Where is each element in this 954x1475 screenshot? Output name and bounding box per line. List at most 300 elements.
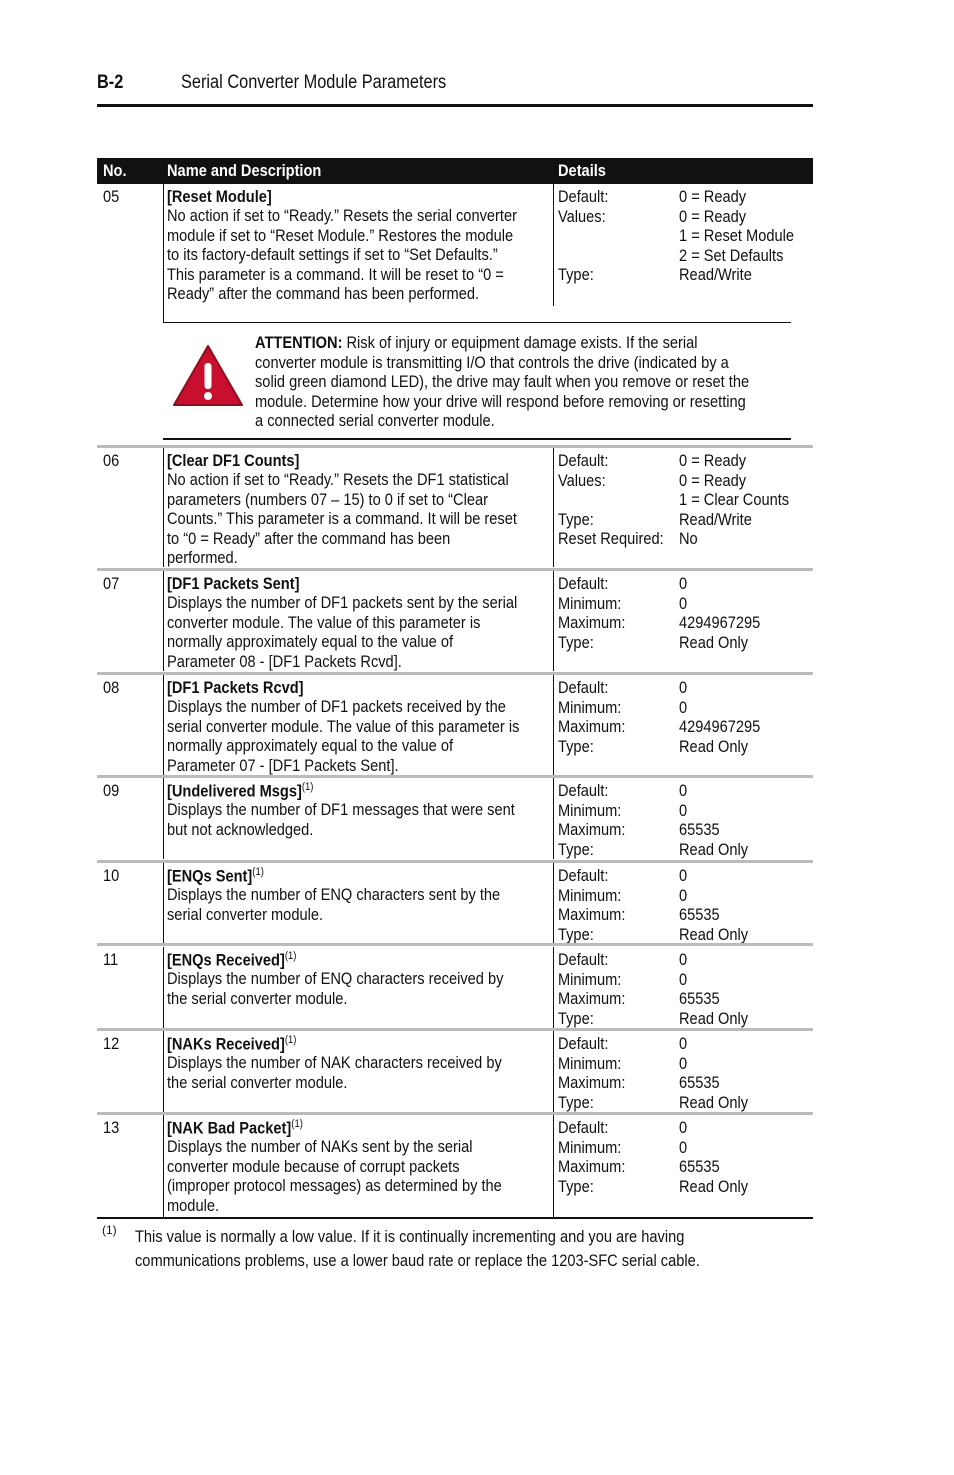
footnote-line xyxy=(135,1249,792,1273)
parameter-name-text: [NAKs Received] xyxy=(167,1034,285,1054)
detail-label xyxy=(558,574,636,594)
footnote-text xyxy=(135,1225,792,1273)
attention-text-span: solid green diamond LED), the drive may fault when you remove or reset the xyxy=(255,372,750,391)
parameter-number: 05 xyxy=(103,187,120,206)
detail-label-text: Maximum: xyxy=(558,1073,626,1092)
detail-value-text: 65535 xyxy=(679,1073,720,1092)
parameter-description xyxy=(167,206,574,304)
detail-value xyxy=(679,529,807,549)
description-line xyxy=(167,756,577,776)
footnote-ref: (1) xyxy=(301,781,314,793)
description-text: Parameter 08 - [DF1 Packets Rcvd]. xyxy=(167,651,402,671)
detail-value-text: 65535 xyxy=(679,989,720,1008)
warning-triangle-icon xyxy=(171,343,245,409)
detail-value-text: No xyxy=(679,529,698,548)
detail-label xyxy=(558,1054,636,1074)
detail-value xyxy=(679,265,813,285)
description-line xyxy=(167,613,574,633)
attention-line-text xyxy=(255,372,749,392)
detail-label-text: Values: xyxy=(558,470,606,490)
detail-value xyxy=(679,207,813,227)
header-no: No. xyxy=(103,161,127,180)
description-text: to its factory-default settings if set to “Set Defaults.” xyxy=(167,245,498,264)
table-row xyxy=(97,184,813,323)
detail-value xyxy=(679,1093,759,1113)
description-line xyxy=(167,989,558,1009)
attention-line-text xyxy=(255,392,746,412)
detail-value-text: 0 xyxy=(679,1118,688,1137)
detail-value xyxy=(679,886,759,906)
parameter-description xyxy=(167,1137,556,1215)
detail-label xyxy=(558,1118,636,1138)
detail-label-text: Type: xyxy=(558,1176,594,1196)
footnote-line xyxy=(135,1225,792,1249)
detail-label-text: Default: xyxy=(558,781,609,800)
page-title: Serial Converter Module Parameters xyxy=(181,72,447,93)
detail-label-text: Default: xyxy=(558,950,609,969)
detail-label-text: Minimum: xyxy=(558,1053,622,1073)
parameter-name xyxy=(167,1034,296,1055)
parameter-name xyxy=(167,574,299,594)
row-separator xyxy=(97,568,813,571)
column-divider xyxy=(163,778,164,859)
detail-value xyxy=(679,187,813,207)
row-separator xyxy=(97,860,813,863)
parameter-name-text: [NAK Bad Packet] xyxy=(167,1118,292,1138)
description-line xyxy=(167,652,574,672)
detail-label-text: Minimum: xyxy=(558,800,622,820)
footnote-ref: (1) xyxy=(252,866,264,878)
detail-value xyxy=(679,1118,759,1138)
description-line xyxy=(167,529,574,549)
attention-line xyxy=(255,372,830,392)
detail-value-text: 0 xyxy=(679,950,688,969)
detail-label xyxy=(558,207,617,227)
attention-text-span: a connected serial converter module. xyxy=(255,411,495,430)
detail-label xyxy=(558,490,681,510)
detail-value-text: Read Only xyxy=(679,736,749,756)
description-text: to “0 = Ready” after the command has been xyxy=(167,528,451,548)
detail-value-text: 0 xyxy=(679,885,688,905)
detail-value xyxy=(679,678,774,698)
description-line xyxy=(167,206,574,226)
detail-value-text: 0 xyxy=(679,593,688,613)
detail-values xyxy=(679,451,807,549)
detail-value-text: 0 xyxy=(679,866,688,885)
parameter-name xyxy=(167,950,296,971)
parameter-description xyxy=(167,697,577,775)
attention-line-text xyxy=(255,411,495,431)
description-text: No action if set to “Ready.” Resets the serial converter xyxy=(167,206,517,225)
detail-value xyxy=(679,820,759,840)
detail-value xyxy=(679,613,774,633)
detail-value-text: Read Only xyxy=(679,1176,749,1196)
description-text: converter module. The value of this parameter is xyxy=(167,612,481,632)
detail-value-text: 0 = Ready xyxy=(679,206,747,226)
detail-label-text: Maximum: xyxy=(558,717,626,736)
parameter-name-text: [DF1 Packets Sent] xyxy=(167,574,300,593)
footnote-line-text: This value is normally a low value. If it is continually incrementing and you are having xyxy=(135,1227,685,1246)
detail-label-text: Default: xyxy=(558,574,609,593)
description-text: the serial converter module. xyxy=(167,1072,348,1092)
parameter-name xyxy=(167,1118,303,1139)
row-separator xyxy=(97,943,813,946)
detail-value xyxy=(679,1009,759,1029)
description-line xyxy=(167,226,574,246)
detail-value-text: 65535 xyxy=(679,820,720,839)
detail-values xyxy=(679,187,813,285)
detail-label xyxy=(558,678,636,698)
detail-value-text: 0 xyxy=(679,1053,688,1073)
detail-value xyxy=(679,451,807,471)
table-bottom-rule xyxy=(97,1217,813,1219)
parameter-number: 07 xyxy=(103,574,120,593)
detail-label xyxy=(558,1093,636,1113)
description-line xyxy=(167,265,574,285)
detail-value-text: Read Only xyxy=(679,632,749,652)
page-header xyxy=(97,70,813,107)
detail-label-text: Maximum: xyxy=(558,613,626,632)
detail-label xyxy=(558,801,636,821)
detail-labels xyxy=(558,1034,636,1112)
description-line xyxy=(167,245,574,265)
detail-labels xyxy=(558,574,636,652)
footnote-ref: (1) xyxy=(291,1118,303,1130)
detail-label-text: Maximum: xyxy=(558,905,626,924)
description-text: performed. xyxy=(167,548,238,567)
row-separator xyxy=(97,672,813,675)
description-text: module. xyxy=(167,1195,220,1215)
detail-label-text: Default: xyxy=(558,451,609,470)
parameter-number: 13 xyxy=(103,1118,120,1137)
detail-value-text: 0 xyxy=(679,678,688,697)
detail-label xyxy=(558,1034,636,1054)
description-text: module if set to “Reset Module.” Restores the module xyxy=(167,225,514,245)
detail-label-text: Type: xyxy=(558,265,594,284)
description-line xyxy=(167,490,574,510)
detail-label xyxy=(558,529,681,549)
detail-label xyxy=(558,1157,636,1177)
detail-label xyxy=(558,970,636,990)
detail-value-text: Read Only xyxy=(679,924,749,944)
detail-label-text: Minimum: xyxy=(558,885,622,905)
parameter-description xyxy=(167,593,574,671)
detail-label xyxy=(558,613,636,633)
description-line xyxy=(167,905,554,925)
detail-label xyxy=(558,1177,636,1197)
detail-label-text: Type: xyxy=(558,839,594,859)
detail-value-text: 0 = Ready xyxy=(679,470,747,490)
row-separator xyxy=(97,1028,813,1031)
table-header xyxy=(97,158,813,184)
description-text: serial converter module. xyxy=(167,904,324,924)
description-text: No action if set to “Ready.” Resets the DF1 statistical xyxy=(167,470,509,489)
detail-label xyxy=(558,737,636,757)
parameter-name-text: [DF1 Packets Rcvd] xyxy=(167,678,304,697)
table-row xyxy=(97,1031,813,1112)
parameter-description xyxy=(167,969,558,1008)
parameter-name-text: [ENQs Received] xyxy=(167,950,285,970)
detail-values xyxy=(679,950,759,1028)
detail-values xyxy=(679,1034,759,1112)
attention-line-text xyxy=(255,353,729,373)
table-row xyxy=(97,1115,813,1217)
detail-labels xyxy=(558,451,681,549)
header-details: Details xyxy=(558,161,606,180)
detail-label xyxy=(558,471,681,491)
parameter-name xyxy=(167,781,313,802)
footnote-mark: (1) xyxy=(102,1223,117,1237)
detail-labels xyxy=(558,950,636,1028)
parameter-description xyxy=(167,800,571,839)
detail-label xyxy=(558,226,617,246)
description-line xyxy=(167,284,574,304)
description-line xyxy=(167,717,577,737)
detail-label-text: Minimum: xyxy=(558,1137,622,1157)
detail-label xyxy=(558,1073,636,1093)
detail-value xyxy=(679,698,774,718)
description-text: Ready” after the command has been performed. xyxy=(167,284,480,303)
table-row xyxy=(97,778,813,859)
detail-value-text: 65535 xyxy=(679,1157,720,1176)
table-row xyxy=(97,947,813,1028)
row-separator xyxy=(97,775,813,778)
table-row xyxy=(97,571,813,671)
description-text: the serial converter module. xyxy=(167,988,348,1008)
detail-value xyxy=(679,574,774,594)
detail-labels xyxy=(558,187,617,285)
detail-values xyxy=(679,678,774,756)
parameter-number: 12 xyxy=(103,1034,120,1053)
description-line xyxy=(167,800,571,820)
detail-label-text: Default: xyxy=(558,866,609,885)
parameter-name xyxy=(167,678,304,698)
table-row xyxy=(97,675,813,775)
description-line xyxy=(167,1137,556,1157)
detail-label xyxy=(558,820,636,840)
parameter-number: 06 xyxy=(103,451,120,470)
detail-label-text: Values: xyxy=(558,206,606,226)
description-text: Displays the number of NAKs sent by the serial xyxy=(167,1137,473,1156)
column-divider xyxy=(163,184,164,323)
description-text: but not acknowledged. xyxy=(167,819,314,839)
detail-value xyxy=(679,866,759,886)
detail-label xyxy=(558,1009,636,1029)
attention-line-text xyxy=(255,333,698,353)
table-row xyxy=(97,863,813,944)
detail-value xyxy=(679,510,807,530)
detail-value-text: 1 = Reset Module xyxy=(679,226,794,245)
detail-label-text: Default: xyxy=(558,678,609,697)
column-divider xyxy=(163,448,164,567)
description-line xyxy=(167,470,574,490)
row-separator xyxy=(97,1112,813,1115)
detail-label-text: Type: xyxy=(558,924,594,944)
description-text: Parameter 07 - [DF1 Packets Sent]. xyxy=(167,755,399,775)
parameter-name xyxy=(167,451,299,471)
detail-label xyxy=(558,840,636,860)
detail-label xyxy=(558,989,636,1009)
detail-label xyxy=(558,866,636,886)
description-line xyxy=(167,632,574,652)
detail-label xyxy=(558,594,636,614)
description-line xyxy=(167,509,574,529)
description-text: normally approximately equal to the value of xyxy=(167,736,454,755)
row-separator xyxy=(97,445,813,448)
detail-value xyxy=(679,1073,759,1093)
detail-label-text: Type: xyxy=(558,632,594,652)
attention-line xyxy=(255,392,830,412)
detail-label xyxy=(558,905,636,925)
attention-text xyxy=(255,333,830,431)
description-text: Displays the number of NAK characters received by xyxy=(167,1053,502,1072)
detail-value-text: 2 = Set Defaults xyxy=(679,245,784,265)
description-text: (improper protocol messages) as determined by the xyxy=(167,1176,502,1195)
detail-value-text: 0 xyxy=(679,697,688,717)
description-text: Displays the number of ENQ characters received by xyxy=(167,969,504,988)
detail-label xyxy=(558,698,636,718)
detail-value xyxy=(679,840,759,860)
detail-label-text: Minimum: xyxy=(558,593,622,613)
detail-value xyxy=(679,970,759,990)
detail-values xyxy=(679,1118,759,1196)
description-text: serial converter module. The value of this parameter is xyxy=(167,716,520,736)
attention-line xyxy=(255,353,830,373)
detail-value-text: Read Only xyxy=(679,839,749,859)
column-divider xyxy=(163,1115,164,1217)
detail-label-text: Minimum: xyxy=(558,697,622,717)
description-text: parameters (numbers 07 – 15) to 0 if set to “Clear xyxy=(167,489,488,509)
footnote-line-text: communications problems, use a lower baud rate or replace the 1203-SFC serial cable. xyxy=(135,1251,700,1270)
parameter-description xyxy=(167,1053,556,1092)
detail-values xyxy=(679,866,759,944)
parameter-name-text: [Clear DF1 Counts] xyxy=(167,451,300,470)
attention-line xyxy=(255,411,830,431)
detail-label xyxy=(558,925,636,945)
detail-value-text: Read/Write xyxy=(679,265,752,284)
detail-value-text: 0 = Ready xyxy=(679,187,747,206)
detail-value-text: 0 xyxy=(679,574,688,593)
detail-label xyxy=(558,1138,636,1158)
description-text: Displays the number of DF1 messages that were sent xyxy=(167,800,515,819)
detail-label-text: Type: xyxy=(558,1092,594,1112)
attention-line xyxy=(255,333,830,353)
description-line xyxy=(167,885,554,905)
description-text: Counts.” This parameter is a command. It will be reset xyxy=(167,509,517,528)
footnote-ref: (1) xyxy=(284,1034,297,1046)
description-line xyxy=(167,1073,556,1093)
detail-value xyxy=(679,633,774,653)
detail-value xyxy=(679,1177,759,1197)
detail-labels xyxy=(558,866,636,944)
parameter-number: 10 xyxy=(103,866,120,885)
footnote-ref: (1) xyxy=(284,950,297,962)
parameter-description xyxy=(167,885,554,924)
attention-label: ATTENTION: xyxy=(255,333,343,352)
detail-label xyxy=(558,510,681,530)
detail-value xyxy=(679,226,813,246)
detail-value xyxy=(679,737,774,757)
attention-box xyxy=(163,322,791,440)
detail-label-text: Maximum: xyxy=(558,989,626,1008)
table-row xyxy=(97,448,813,567)
detail-labels xyxy=(558,781,636,859)
detail-value-text: 65535 xyxy=(679,905,720,924)
detail-label-text: Type: xyxy=(558,1008,594,1028)
detail-value xyxy=(679,1157,759,1177)
detail-label xyxy=(558,451,681,471)
detail-label xyxy=(558,717,636,737)
column-divider xyxy=(163,863,164,944)
detail-label-text: Maximum: xyxy=(558,1157,626,1176)
detail-label-text: Default: xyxy=(558,1034,609,1053)
detail-label-text: Minimum: xyxy=(558,969,622,989)
detail-value-text: 0 xyxy=(679,969,688,989)
detail-value-text: 0 xyxy=(679,800,688,820)
detail-value xyxy=(679,1138,759,1158)
parameter-number: 08 xyxy=(103,678,120,697)
detail-value-text: Read/Write xyxy=(679,509,752,529)
parameter-name-text: [ENQs Sent] xyxy=(167,866,253,886)
description-line xyxy=(167,548,574,568)
description-line xyxy=(167,1157,556,1177)
detail-values xyxy=(679,781,759,859)
description-line xyxy=(167,1176,556,1196)
column-divider xyxy=(163,571,164,671)
detail-value xyxy=(679,905,759,925)
description-text: This parameter is a command. It will be reset to “0 = xyxy=(167,264,504,284)
detail-label-text: Default: xyxy=(558,187,609,206)
detail-value-text: 1 = Clear Counts xyxy=(679,490,790,509)
detail-label xyxy=(558,950,636,970)
description-line xyxy=(167,969,558,989)
detail-value xyxy=(679,781,759,801)
parameter-name xyxy=(167,187,272,207)
detail-labels xyxy=(558,678,636,756)
detail-label xyxy=(558,781,636,801)
parameter-name-text: [Undelivered Msgs] xyxy=(167,781,302,801)
column-divider xyxy=(163,947,164,1028)
description-line xyxy=(167,736,577,756)
detail-value-text: Read Only xyxy=(679,1008,749,1028)
description-text: Displays the number of DF1 packets received by the xyxy=(167,697,506,716)
detail-label-text: Maximum: xyxy=(558,820,626,839)
detail-label-text: Type: xyxy=(558,736,594,756)
description-line xyxy=(167,697,577,717)
detail-value xyxy=(679,717,774,737)
description-line xyxy=(167,1053,556,1073)
detail-value xyxy=(679,950,759,970)
detail-value xyxy=(679,246,813,266)
header-name: Name and Description xyxy=(167,161,322,180)
detail-value-text: 4294967295 xyxy=(679,613,761,632)
description-text: Displays the number of DF1 packets sent by the serial xyxy=(167,593,518,612)
detail-value xyxy=(679,801,759,821)
detail-value-text: 0 xyxy=(679,1034,688,1053)
description-text: converter module because of corrupt packets xyxy=(167,1156,460,1176)
attention-text-span: Risk of injury or equipment damage exists. If the serial xyxy=(342,333,698,352)
detail-value-text: Read Only xyxy=(679,1092,749,1112)
attention-text-span: converter module is transmitting I/O that controls the drive (indicated by a xyxy=(255,352,729,372)
detail-labels xyxy=(558,1118,636,1196)
description-line xyxy=(167,1196,556,1216)
parameter-name xyxy=(167,866,264,887)
detail-label xyxy=(558,886,636,906)
detail-values xyxy=(679,574,774,652)
detail-value xyxy=(679,1034,759,1054)
detail-label-text: Reset Required: xyxy=(558,529,664,548)
detail-label-text: Type: xyxy=(558,509,594,529)
